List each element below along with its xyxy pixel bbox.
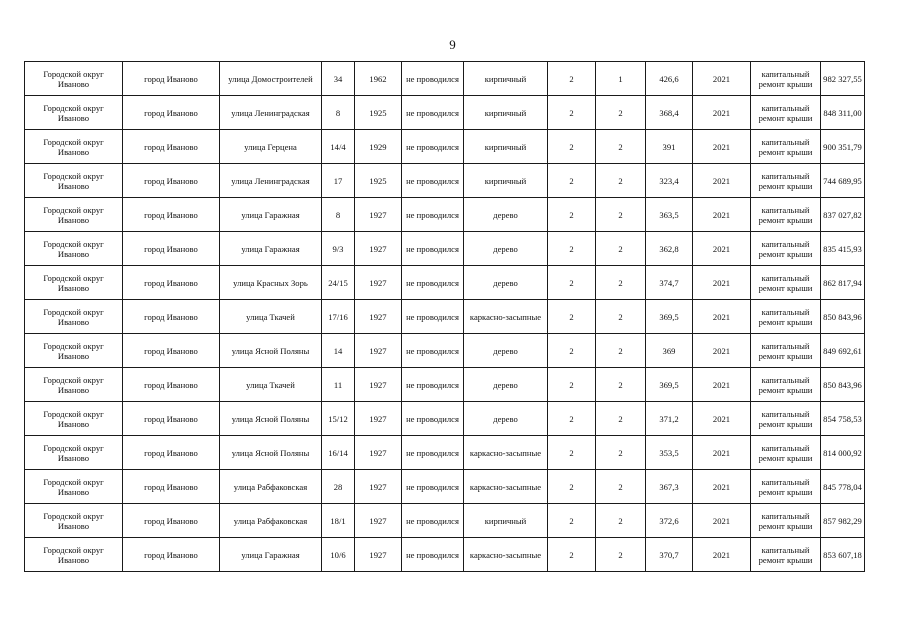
house-number-cell: 24/15 [322, 266, 355, 300]
year-built-cell: 1927 [355, 368, 402, 402]
house-number-cell: 8 [322, 96, 355, 130]
wall-material-cell: кирпичный [464, 504, 548, 538]
house-number-cell: 8 [322, 198, 355, 232]
year-built-cell: 1927 [355, 232, 402, 266]
area-cell: 426,6 [646, 62, 693, 96]
table-row [25, 470, 865, 504]
last-overhaul-cell: не проводился [402, 504, 464, 538]
year-planned-cell: 2021 [693, 538, 751, 572]
table-row [25, 436, 865, 470]
year-planned-cell: 2021 [693, 130, 751, 164]
year-built-cell: 1925 [355, 96, 402, 130]
wall-material-cell: кирпичный [464, 62, 548, 96]
locality-cell: город Иваново [123, 504, 220, 538]
last-overhaul-cell: не проводился [402, 232, 464, 266]
work-type-cell: капитальный ремонт крыши [751, 232, 821, 266]
area-cell: 363,5 [646, 198, 693, 232]
cost-cell: 744 689,95 [821, 164, 865, 198]
work-type-cell: капитальный ремонт крыши [751, 402, 821, 436]
floors-cell: 2 [548, 470, 596, 504]
locality-cell: город Иваново [123, 402, 220, 436]
table-row [25, 504, 865, 538]
table-body [25, 62, 865, 572]
cost-cell: 837 027,82 [821, 198, 865, 232]
work-type-cell: капитальный ремонт крыши [751, 130, 821, 164]
table-row [25, 232, 865, 266]
municipality-cell: Городской округ Иваново [25, 368, 123, 402]
area-cell: 323,4 [646, 164, 693, 198]
municipality-cell: Городской округ Иваново [25, 334, 123, 368]
house-number-cell: 10/6 [322, 538, 355, 572]
locality-cell: город Иваново [123, 198, 220, 232]
floors-cell: 2 [548, 198, 596, 232]
table-row [25, 538, 865, 572]
floors-cell: 2 [548, 96, 596, 130]
year-planned-cell: 2021 [693, 198, 751, 232]
year-built-cell: 1927 [355, 436, 402, 470]
municipality-cell: Городской округ Иваново [25, 62, 123, 96]
locality-cell: город Иваново [123, 130, 220, 164]
area-cell: 369,5 [646, 368, 693, 402]
municipality-cell: Городской округ Иваново [25, 504, 123, 538]
entrances-cell: 2 [596, 96, 646, 130]
floors-cell: 2 [548, 232, 596, 266]
floors-cell: 2 [548, 538, 596, 572]
last-overhaul-cell: не проводился [402, 470, 464, 504]
floors-cell: 2 [548, 504, 596, 538]
table-row [25, 300, 865, 334]
work-type-cell: капитальный ремонт крыши [751, 96, 821, 130]
area-cell: 362,8 [646, 232, 693, 266]
wall-material-cell: дерево [464, 232, 548, 266]
locality-cell: город Иваново [123, 164, 220, 198]
year-planned-cell: 2021 [693, 368, 751, 402]
street-cell: улица Гаражная [220, 198, 322, 232]
cost-cell: 900 351,79 [821, 130, 865, 164]
locality-cell: город Иваново [123, 266, 220, 300]
municipality-cell: Городской округ Иваново [25, 96, 123, 130]
house-number-cell: 17 [322, 164, 355, 198]
area-cell: 369 [646, 334, 693, 368]
table-row [25, 334, 865, 368]
table-row [25, 62, 865, 96]
last-overhaul-cell: не проводился [402, 62, 464, 96]
street-cell: улица Ткачей [220, 300, 322, 334]
entrances-cell: 2 [596, 300, 646, 334]
cost-cell: 850 843,96 [821, 300, 865, 334]
floors-cell: 2 [548, 130, 596, 164]
entrances-cell: 1 [596, 62, 646, 96]
year-built-cell: 1927 [355, 470, 402, 504]
entrances-cell: 2 [596, 402, 646, 436]
year-planned-cell: 2021 [693, 266, 751, 300]
work-type-cell: капитальный ремонт крыши [751, 334, 821, 368]
entrances-cell: 2 [596, 436, 646, 470]
table-row [25, 96, 865, 130]
cost-cell: 853 607,18 [821, 538, 865, 572]
entrances-cell: 2 [596, 538, 646, 572]
entrances-cell: 2 [596, 164, 646, 198]
street-cell: улица Рабфаковская [220, 470, 322, 504]
entrances-cell: 2 [596, 130, 646, 164]
street-cell: улица Красных Зорь [220, 266, 322, 300]
municipality-cell: Городской округ Иваново [25, 130, 123, 164]
cost-cell: 848 311,00 [821, 96, 865, 130]
street-cell: улица Домостроителей [220, 62, 322, 96]
street-cell: улица Ясной Поляны [220, 436, 322, 470]
municipality-cell: Городской округ Иваново [25, 436, 123, 470]
floors-cell: 2 [548, 62, 596, 96]
cost-cell: 857 982,29 [821, 504, 865, 538]
locality-cell: город Иваново [123, 232, 220, 266]
entrances-cell: 2 [596, 470, 646, 504]
work-type-cell: капитальный ремонт крыши [751, 470, 821, 504]
year-planned-cell: 2021 [693, 62, 751, 96]
work-type-cell: капитальный ремонт крыши [751, 164, 821, 198]
floors-cell: 2 [548, 368, 596, 402]
area-cell: 372,6 [646, 504, 693, 538]
year-planned-cell: 2021 [693, 164, 751, 198]
area-cell: 368,4 [646, 96, 693, 130]
entrances-cell: 2 [596, 334, 646, 368]
floors-cell: 2 [548, 402, 596, 436]
street-cell: улица Герцена [220, 130, 322, 164]
street-cell: улица Ленинградская [220, 96, 322, 130]
wall-material-cell: каркасно-засыпные [464, 538, 548, 572]
year-planned-cell: 2021 [693, 96, 751, 130]
house-number-cell: 34 [322, 62, 355, 96]
cost-cell: 854 758,53 [821, 402, 865, 436]
last-overhaul-cell: не проводился [402, 436, 464, 470]
house-number-cell: 15/12 [322, 402, 355, 436]
table-row [25, 164, 865, 198]
municipality-cell: Городской округ Иваново [25, 402, 123, 436]
work-type-cell: капитальный ремонт крыши [751, 198, 821, 232]
year-planned-cell: 2021 [693, 504, 751, 538]
locality-cell: город Иваново [123, 300, 220, 334]
wall-material-cell: каркасно-засыпные [464, 300, 548, 334]
last-overhaul-cell: не проводился [402, 164, 464, 198]
locality-cell: город Иваново [123, 62, 220, 96]
year-built-cell: 1927 [355, 402, 402, 436]
municipality-cell: Городской округ Иваново [25, 300, 123, 334]
house-number-cell: 28 [322, 470, 355, 504]
year-built-cell: 1927 [355, 504, 402, 538]
year-built-cell: 1927 [355, 300, 402, 334]
street-cell: улица Ткачей [220, 368, 322, 402]
area-cell: 371,2 [646, 402, 693, 436]
floors-cell: 2 [548, 164, 596, 198]
year-planned-cell: 2021 [693, 436, 751, 470]
locality-cell: город Иваново [123, 368, 220, 402]
housing-repair-table [24, 61, 865, 572]
municipality-cell: Городской округ Иваново [25, 266, 123, 300]
area-cell: 391 [646, 130, 693, 164]
last-overhaul-cell: не проводился [402, 402, 464, 436]
wall-material-cell: дерево [464, 266, 548, 300]
year-planned-cell: 2021 [693, 300, 751, 334]
area-cell: 374,7 [646, 266, 693, 300]
cost-cell: 835 415,93 [821, 232, 865, 266]
last-overhaul-cell: не проводился [402, 130, 464, 164]
page-number: 9 [449, 37, 456, 52]
entrances-cell: 2 [596, 198, 646, 232]
wall-material-cell: каркасно-засыпные [464, 436, 548, 470]
last-overhaul-cell: не проводился [402, 96, 464, 130]
house-number-cell: 18/1 [322, 504, 355, 538]
last-overhaul-cell: не проводился [402, 266, 464, 300]
year-built-cell: 1927 [355, 266, 402, 300]
year-planned-cell: 2021 [693, 232, 751, 266]
work-type-cell: капитальный ремонт крыши [751, 300, 821, 334]
work-type-cell: капитальный ремонт крыши [751, 504, 821, 538]
street-cell: улица Гаражная [220, 538, 322, 572]
year-built-cell: 1962 [355, 62, 402, 96]
street-cell: улица Рабфаковская [220, 504, 322, 538]
street-cell: улица Ленинградская [220, 164, 322, 198]
municipality-cell: Городской округ Иваново [25, 538, 123, 572]
year-planned-cell: 2021 [693, 334, 751, 368]
street-cell: улица Гаражная [220, 232, 322, 266]
entrances-cell: 2 [596, 504, 646, 538]
house-number-cell: 16/14 [322, 436, 355, 470]
locality-cell: город Иваново [123, 436, 220, 470]
area-cell: 369,5 [646, 300, 693, 334]
entrances-cell: 2 [596, 368, 646, 402]
work-type-cell: капитальный ремонт крыши [751, 538, 821, 572]
last-overhaul-cell: не проводился [402, 538, 464, 572]
area-cell: 353,5 [646, 436, 693, 470]
area-cell: 367,3 [646, 470, 693, 504]
wall-material-cell: кирпичный [464, 96, 548, 130]
year-built-cell: 1929 [355, 130, 402, 164]
municipality-cell: Городской округ Иваново [25, 198, 123, 232]
wall-material-cell: дерево [464, 368, 548, 402]
wall-material-cell: каркасно-засыпные [464, 470, 548, 504]
street-cell: улица Ясной Поляны [220, 334, 322, 368]
floors-cell: 2 [548, 436, 596, 470]
table-row [25, 266, 865, 300]
table-row [25, 130, 865, 164]
last-overhaul-cell: не проводился [402, 300, 464, 334]
last-overhaul-cell: не проводился [402, 368, 464, 402]
street-cell: улица Ясной Поляны [220, 402, 322, 436]
last-overhaul-cell: не проводился [402, 198, 464, 232]
house-number-cell: 11 [322, 368, 355, 402]
wall-material-cell: дерево [464, 198, 548, 232]
work-type-cell: капитальный ремонт крыши [751, 266, 821, 300]
year-built-cell: 1927 [355, 334, 402, 368]
house-number-cell: 14/4 [322, 130, 355, 164]
locality-cell: город Иваново [123, 96, 220, 130]
work-type-cell: капитальный ремонт крыши [751, 62, 821, 96]
year-built-cell: 1927 [355, 198, 402, 232]
locality-cell: город Иваново [123, 470, 220, 504]
year-built-cell: 1925 [355, 164, 402, 198]
cost-cell: 982 327,55 [821, 62, 865, 96]
municipality-cell: Городской округ Иваново [25, 164, 123, 198]
table-row [25, 402, 865, 436]
municipality-cell: Городской округ Иваново [25, 470, 123, 504]
cost-cell: 850 843,96 [821, 368, 865, 402]
entrances-cell: 2 [596, 266, 646, 300]
last-overhaul-cell: не проводился [402, 334, 464, 368]
floors-cell: 2 [548, 334, 596, 368]
table-row [25, 368, 865, 402]
floors-cell: 2 [548, 266, 596, 300]
floors-cell: 2 [548, 300, 596, 334]
municipality-cell: Городской округ Иваново [25, 232, 123, 266]
cost-cell: 814 000,92 [821, 436, 865, 470]
year-planned-cell: 2021 [693, 402, 751, 436]
year-built-cell: 1927 [355, 538, 402, 572]
wall-material-cell: кирпичный [464, 130, 548, 164]
house-number-cell: 9/3 [322, 232, 355, 266]
wall-material-cell: кирпичный [464, 164, 548, 198]
house-number-cell: 17/16 [322, 300, 355, 334]
locality-cell: город Иваново [123, 538, 220, 572]
locality-cell: город Иваново [123, 334, 220, 368]
work-type-cell: капитальный ремонт крыши [751, 368, 821, 402]
work-type-cell: капитальный ремонт крыши [751, 436, 821, 470]
year-planned-cell: 2021 [693, 470, 751, 504]
wall-material-cell: дерево [464, 334, 548, 368]
house-number-cell: 14 [322, 334, 355, 368]
cost-cell: 849 692,61 [821, 334, 865, 368]
cost-cell: 862 817,94 [821, 266, 865, 300]
cost-cell: 845 778,04 [821, 470, 865, 504]
area-cell: 370,7 [646, 538, 693, 572]
entrances-cell: 2 [596, 232, 646, 266]
table-row [25, 198, 865, 232]
wall-material-cell: дерево [464, 402, 548, 436]
